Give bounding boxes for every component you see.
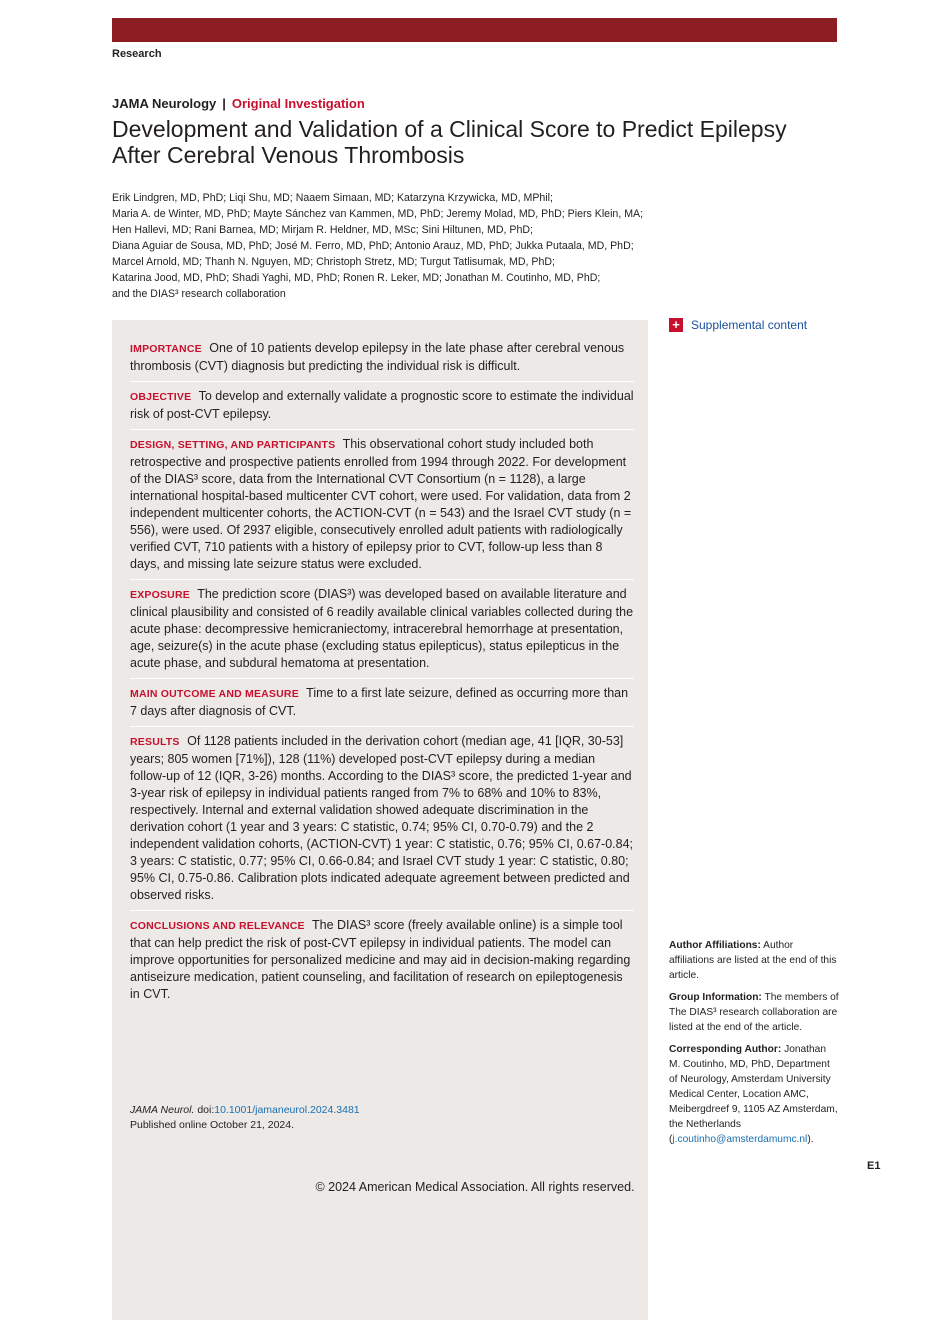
- copyright-notice: [0, 1180, 950, 1194]
- abstract-heading: RESULTS: [130, 736, 180, 748]
- abstract-text: This observational cohort study included both retrospective and prospective patients enrolled from 1994 through 2022. For development of the DIAS³ score, data from the International CVT Consortium (n = 1128), a large international hospital-based multicenter CVT cohort, were used. For validation, data from 2 independent multicenter cohorts, the ACTION-CVT (n = 543) and the Israel CVT study (n = 556), were used. Of 2937 eligible, consecutively enrolled adult patients with radiologically verified CVT, 710 patients with a history of epilepsy prior to CVT, follow-up less than 8 days, and missing late seizure status were excluded.: [130, 437, 632, 571]
- abstract-section-outcome: [130, 679, 634, 727]
- abstract-text: To develop and externally validate a prognostic score to estimate the individual risk of post-CVT epilepsy.: [130, 389, 634, 421]
- note-label: Author Affiliations:: [669, 940, 761, 951]
- abstract-section-results: [130, 727, 634, 911]
- abstract-text: The DIAS³ score (freely available online) is a simple tool that can help predict the risk of post-CVT epilepsy in individual patients. The model can improve opportunities for personalized medicine and may aid in decision-making regarding antiseizure medication, patient counseling, and facilitation of research on epileptogenesis in CVT.: [130, 918, 631, 1001]
- abstract-heading: EXPOSURE: [130, 589, 190, 601]
- author-line: Hen Hallevi, MD; Rani Barnea, MD; Mirjam R. Heldner, MD, MSc; Sini Hiltunen, MD, PhD;: [112, 224, 533, 236]
- abstract-heading: MAIN OUTCOME AND MEASURE: [130, 688, 299, 700]
- abstract-section-importance: [130, 334, 634, 382]
- abstract-heading: OBJECTIVE: [130, 391, 192, 403]
- section-label: Research: [112, 48, 162, 60]
- article-kicker: [112, 96, 365, 111]
- author-affiliations-note: [669, 938, 839, 983]
- article-title: Development and Validation of a Clinical Score to Predict Epilepsy After Cerebral Venous Thrombosis: [112, 116, 787, 168]
- abstract-section-exposure: [130, 580, 634, 679]
- abstract-heading: CONCLUSIONS AND RELEVANCE: [130, 920, 305, 932]
- author-line: Maria A. de Winter, MD, PhD; Mayte Sánchez van Kammen, MD, PhD; Jeremy Molad, MD, PhD; Piers Klein, MA;: [112, 208, 644, 220]
- abstract-text: Time to a first late seizure, defined as occurring more than 7 days after diagnosis of CVT.: [130, 686, 629, 718]
- abstract-box: [112, 320, 648, 1320]
- journal-banner: [112, 18, 837, 42]
- author-line: Katarina Jood, MD, PhD; Shadi Yaghi, MD, PhD; Ronen R. Leker, MD; Jonathan M. Coutinho, MD, PhD;: [112, 272, 601, 284]
- abstract-heading: IMPORTANCE: [130, 343, 202, 355]
- supplemental-content-link[interactable]: [669, 318, 807, 332]
- page-number: E1: [867, 1160, 881, 1172]
- citation-doi-prefix: doi:: [197, 1104, 215, 1116]
- doi-link[interactable]: 10.1001/jamaneurol.2024.3481: [214, 1104, 360, 1116]
- abstract-section-objective: [130, 382, 634, 430]
- citation-line: [130, 1103, 360, 1118]
- author-line: Marcel Arnold, MD; Thanh N. Nguyen, MD; Christoph Stretz, MD; Turgut Tatlisumak, MD, PhD;: [112, 256, 555, 268]
- note-label: Group Information:: [669, 992, 762, 1003]
- article-type: Original Investigation: [231, 96, 365, 111]
- group-information-note: [669, 990, 839, 1035]
- author-line: Erik Lindgren, MD, PhD; Liqi Shu, MD; Naaem Simaan, MD; Katarzyna Krzywicka, MD, MPhil;: [112, 192, 553, 204]
- author-line: Diana Aguiar de Sousa, MD, PhD; José M. Ferro, MD, PhD; Antonio Arauz, MD, PhD; Jukka Putaala, MD, PhD;: [112, 240, 634, 252]
- citation-journal: JAMA Neurol.: [130, 1104, 195, 1116]
- note-text-close: ).: [807, 1134, 814, 1145]
- abstract-heading: DESIGN, SETTING, AND PARTICIPANTS: [130, 439, 336, 451]
- kicker-separator: |: [222, 96, 226, 111]
- corresponding-author-note: [669, 1042, 839, 1147]
- note-text: The members of The DIAS³ research collaboration are listed at the end of the article.: [669, 992, 839, 1033]
- abstract-text: The prediction score (DIAS³) was developed based on available literature and clinical plausibility and consisted of 6 readily available clinical variables collected during the acute phase: decompressive hemicraniectomy, intracerebral hemorrhage at presentation, age, seizure(s) in the acute phase (excluding status epilepticus), status epilepticus in the acute phase, and subdural hematoma at presentation.: [130, 587, 634, 670]
- copyright-text: © 2024 American Medical Association. All rights reserved.: [315, 1180, 635, 1194]
- plus-icon: +: [669, 318, 683, 332]
- abstract-section-conclusions: [130, 911, 634, 1009]
- abstract-text: Of 1128 patients included in the derivation cohort (median age, 41 [IQR, 30-53] years; 805 women [71%]), 128 (11%) developed post-CVT epilepsy during a median follow-up of 12 (IQR, 3-26) months. According to the DIAS³ score, the predicted 1-year and 3-year risk of epilepsy in individual patients ranged from 7% to 68% and 10% to 83%, respectively. Internal and external validation showed adequate discrimination in the derivation cohort (1 year and 3 years: C statistic, 0.74; 95% CI, 0.70-0.79) and the 2 independent validation cohorts, (ACTION-CVT) 1 year: C statistic, 0.76; 95% CI, 0.67-0.84; 3 years: C statistic, 0.77; 95% CI, 0.66-0.84; and Israel CVT study 1 year: C statistic, 0.80; 95% CI, 0.75-0.86. Calibration plots indicated adequate agreement between predicted and observed risks.: [130, 734, 634, 902]
- abstract-text: One of 10 patients develop epilepsy in the late phase after cerebral venous thrombosis (CVT) diagnosis but predicting the individual risk is difficult.: [130, 341, 625, 373]
- email-link[interactable]: j.coutinho@amsterdamumc.nl: [672, 1134, 808, 1145]
- author-line: and the DIAS³ research collaboration: [112, 288, 286, 300]
- abstract-section-design: [130, 430, 634, 580]
- note-label: Corresponding Author:: [669, 1044, 782, 1055]
- journal-name: JAMA Neurology: [112, 96, 217, 111]
- supplemental-label: Supplemental content: [691, 318, 808, 332]
- published-date: Published online October 21, 2024.: [130, 1119, 295, 1131]
- author-list: [112, 190, 672, 302]
- note-text: Author affiliations are listed at the end of this article.: [669, 940, 837, 981]
- citation-block: [130, 1103, 360, 1133]
- article-notes: [669, 938, 839, 1154]
- note-text: Jonathan M. Coutinho, MD, PhD, Department of Neurology, Amsterdam University Medical Center, Location AMC, Meibergdreef 9, 1105 AZ Amsterdam, the Netherlands (: [669, 1044, 838, 1145]
